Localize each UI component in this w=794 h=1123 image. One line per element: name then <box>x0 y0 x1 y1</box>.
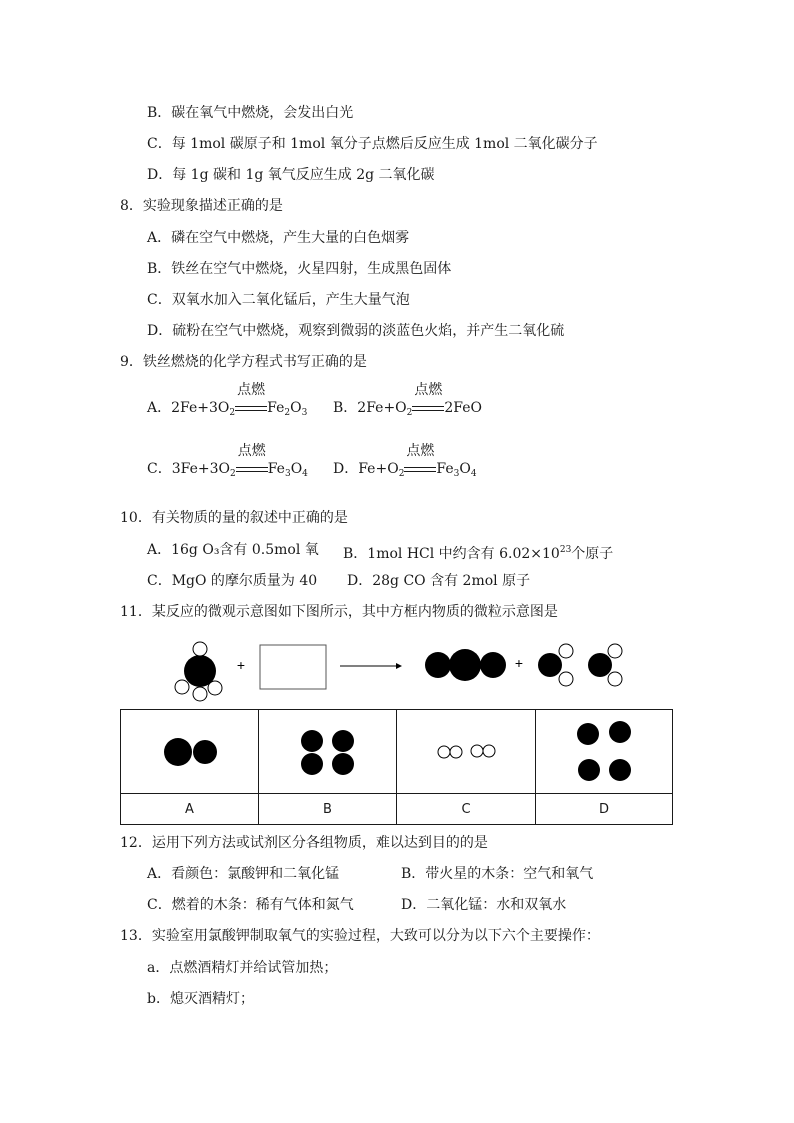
reaction-arrow-icon <box>340 663 402 669</box>
q7-option-c: C．每 1mol 碳原子和 1mol 氧分子点燃后反应生成 1mol 二氧化碳分子 <box>147 136 598 152</box>
reaction-condition: 点燃 <box>237 382 266 398</box>
q7-option-b: B．碳在氧气中燃烧，会发出白光 <box>147 105 354 121</box>
q13-stem: 13．实验室用氯酸钾制取氧气的实验过程，大致可以分为以下六个主要操作： <box>120 928 600 944</box>
q12-option-c: C．燃着的木条：稀有气体和氮气 <box>147 897 354 913</box>
plus-sign: + <box>236 657 246 673</box>
options-table <box>120 709 673 825</box>
q9-stem: 9．铁丝燃烧的化学方程式书写正确的是 <box>120 354 367 370</box>
option-b-cell <box>259 710 397 793</box>
q8-option-c: C．双氧水加入二氧化锰后，产生大量气泡 <box>147 292 410 308</box>
option-d-cell <box>536 710 672 793</box>
q8-stem: 8．实验现象描述正确的是 <box>120 198 283 214</box>
q9-option-d: D．$Fe+O_2$ 点燃 $Fe_3O_4$ <box>333 443 477 479</box>
q13-step-a: a．点燃酒精灯并给试管加热； <box>147 960 338 976</box>
q8-option-a: A．磷在空气中燃烧，产生大量的白色烟雾 <box>147 230 410 246</box>
q10-option-b: B．1mol HCl 中约含有 $6.02\times 10^{23}$个原子 <box>343 545 614 562</box>
option-c-label: C <box>397 793 536 825</box>
reaction-condition: 点燃 <box>406 443 435 459</box>
q10-stem: 10．有关物质的量的叙述中正确的是 <box>120 510 348 526</box>
q9-option-c: C．$3Fe+3O_2$ 点燃 $Fe_3O_4$ <box>147 443 308 479</box>
q12-stem: 12．运用下列方法或试剂区分各组物质，难以达到目的的是 <box>120 835 488 851</box>
reaction-condition: 点燃 <box>237 443 266 459</box>
option-b-label: B <box>259 793 397 825</box>
q7-option-d: D．每 1g 碳和 1g 氧气反应生成 2g 二氧化碳 <box>147 167 435 183</box>
option-a-cell <box>121 710 259 793</box>
reactant-molecule <box>175 642 222 701</box>
q8-option-d: D．硫粉在空气中燃烧，观察到微弱的淡蓝色火焰，并产生二氧化硫 <box>147 323 565 339</box>
q10-option-d: D．28g CO 含有 2mol 原子 <box>347 573 531 589</box>
option-d-label: D <box>536 793 672 825</box>
q11-stem: 11．某反应的微观示意图如下图所示，其中方框内物质的微粒示意图是 <box>120 604 558 620</box>
q12-option-d: D．二氧化锰：水和双氧水 <box>401 897 567 913</box>
q9-option-b: B．$2Fe+O_2$ 点燃 2FeO <box>333 382 483 418</box>
q8-option-b: B．铁丝在空气中燃烧，火星四射，生成黑色固体 <box>147 261 452 277</box>
product-molecule-2 <box>538 644 622 686</box>
option-c-cell <box>397 710 536 793</box>
q10-option-a: A．16g O₃含有 0.5mol 氧 <box>147 542 319 558</box>
plus-sign: + <box>514 655 524 671</box>
q12-option-a: A．看颜色：氯酸钾和二氧化锰 <box>147 866 340 882</box>
reaction-condition: 点燃 <box>414 382 443 398</box>
q13-step-b: b．熄灭酒精灯； <box>147 991 254 1007</box>
q10-option-c: C．MgO 的摩尔质量为 40 <box>147 573 318 589</box>
option-a-label: A <box>121 793 259 825</box>
unknown-substance-box <box>260 645 326 689</box>
q12-option-b: B．带火星的木条：空气和氧气 <box>401 866 594 882</box>
product-molecule-1 <box>425 649 506 681</box>
q9-option-a: A．$2Fe+3O_2$ 点燃 $Fe_2O_3$ <box>147 382 308 418</box>
